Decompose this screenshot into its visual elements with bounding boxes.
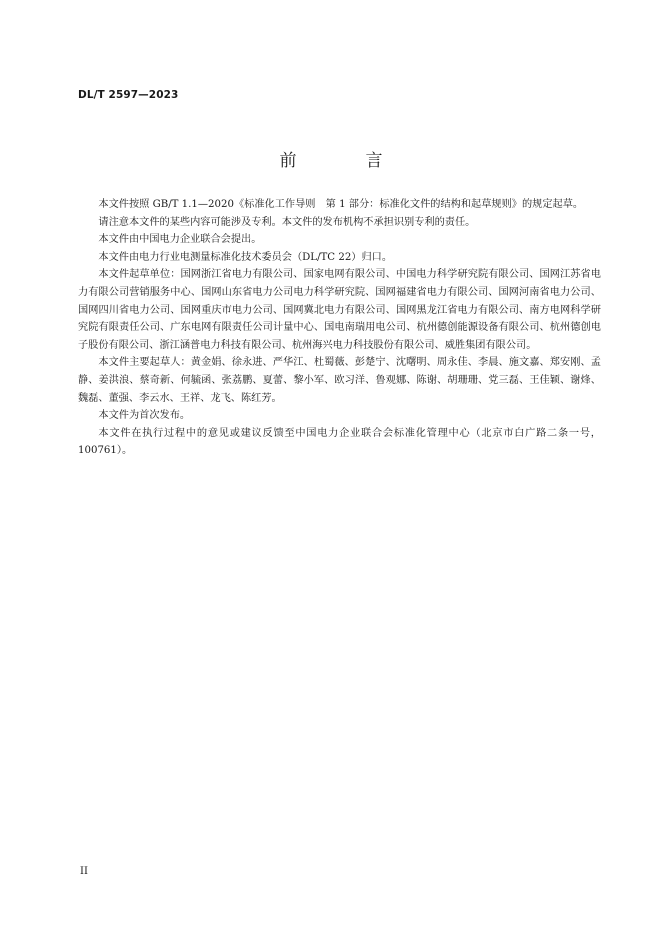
foreword-body — [78, 196, 601, 460]
paragraph-drafting-rules: 本文件按照 GB/T 1.1—2020《标准化工作导则 第 1 部分：标准化文件的结构和起草规则》的规定起草。 — [98, 199, 584, 210]
standard-code: DL/T 2597—2023 — [78, 89, 179, 101]
paragraph-first-release: 本文件为首次发布。 — [98, 410, 191, 422]
page-number: II — [80, 866, 88, 877]
paragraph-drafting-units: 本文件起草单位：国网浙江省电力有限公司、国家电网有限公司、中国电力科学研究院有限公司、国网江苏省电力有限公司营销服务中心、国网山东省电力公司电力科学研究院、国网福建省电力有限公司、国网河南省电力公司、国网四川省电力公司、国网重庆市电力公司、国网冀北电力有限公司、国网黑龙江省电力有限公司、南方电网科学研究院有限责任公司、广东电网有限责任公司计量中心、国电南瑞用电公司、杭州德创能源设备有限公司、杭州德创电子股份有限公司、浙江涵普电力科技有限公司、杭州海兴电力科技股份有限公司、威胜集团有限公司。 — [78, 269, 601, 351]
paragraph-proposer: 本文件由中国电力企业联合会提出。 — [98, 234, 262, 246]
paragraph-drafters: 本文件主要起草人：黄金娟、徐永进、严华江、杜蜀薇、彭楚宁、沈曙明、周永佳、李晨、施文嘉、郑安刚、孟静、姜洪浪、蔡奇新、何毓函、张荔鹏、夏蕾、黎小军、欧习洋、鲁观娜、陈谢、胡珊珊、党三磊、王佳颖、谢烽、魏磊、董强、李云水、王祥、龙飞、陈红芳。 — [78, 357, 601, 404]
paragraph-technical-committee: 本文件由电力行业电测量标准化技术委员会（DL/TC 22）归口。 — [98, 251, 393, 263]
paragraph-patent-notice: 请注意本文件的某些内容可能涉及专利。本文件的发布机构不承担识别专利的责任。 — [98, 216, 476, 228]
page-title: 前 言 — [279, 151, 409, 171]
paragraph-feedback: 本文件在执行过程中的意见或建议反馈至中国电力企业联合会标准化管理中心（北京市白广路二条一号，100761）。 — [78, 427, 601, 457]
